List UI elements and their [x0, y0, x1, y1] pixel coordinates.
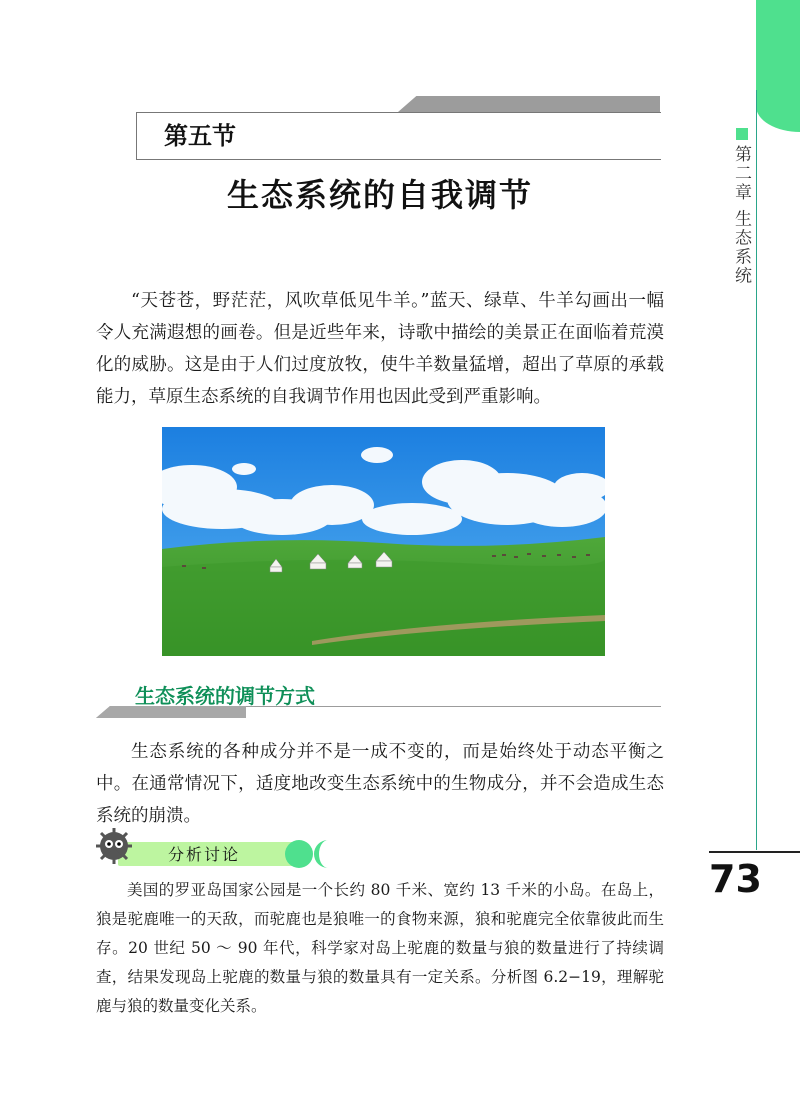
- mascot-icon: [96, 828, 132, 864]
- corner-tab-decoration: [756, 0, 800, 132]
- chapter-marker-square: [736, 128, 748, 140]
- section-label: 第五节: [164, 122, 236, 150]
- section-header-bar: [398, 96, 660, 112]
- discussion-label: 分析讨论: [168, 845, 241, 864]
- subsection-paragraph: 生态系统的各种成分并不是一成不变的，而是始终处于动态平衡之中。在通常情况下，适度地改变生态系统中的生物成分，并不会造成生态系统的崩溃。: [96, 742, 664, 826]
- intro-paragraph: “天苍苍，野茫茫，风吹草低见牛羊。”蓝天、绿草、牛羊勾画出一幅令人充满遐想的画卷。但是近些年来，诗歌中描绘的美景正在面临着荒漠化的威胁。这是由于人们过度放牧，使牛羊数量猛增，超出了草原的承载能力，草原生态系统的自我调节作用也因此受到严重影响。: [96, 291, 664, 407]
- discussion-paragraph: 美国的罗亚岛国家公园是一个长约 80 千米、宽约 13 千米的小岛。在岛上，狼是驼鹿唯一的天敌，而驼鹿也是狼唯一的食物来源，狼和驼鹿完全依靠彼此而生存。20 世纪 50 ～ 90 年代，科学家对岛上驼鹿的数量与狼的数量进行了持续调查，结果发现岛上驼鹿的数量与狼的数量具有一定关系。分析图 6.2−19，理解驼鹿与狼的数量变化关系。: [96, 881, 664, 1015]
- page-title: 生态系统的自我调节: [226, 176, 533, 214]
- subsection-title: 生态系统的调节方式: [135, 684, 315, 708]
- page-number-rule: [709, 851, 800, 853]
- chapter-label: 第二章 生态系统: [731, 145, 751, 286]
- grassland-photo: [162, 427, 605, 656]
- page-number: 73: [709, 857, 762, 901]
